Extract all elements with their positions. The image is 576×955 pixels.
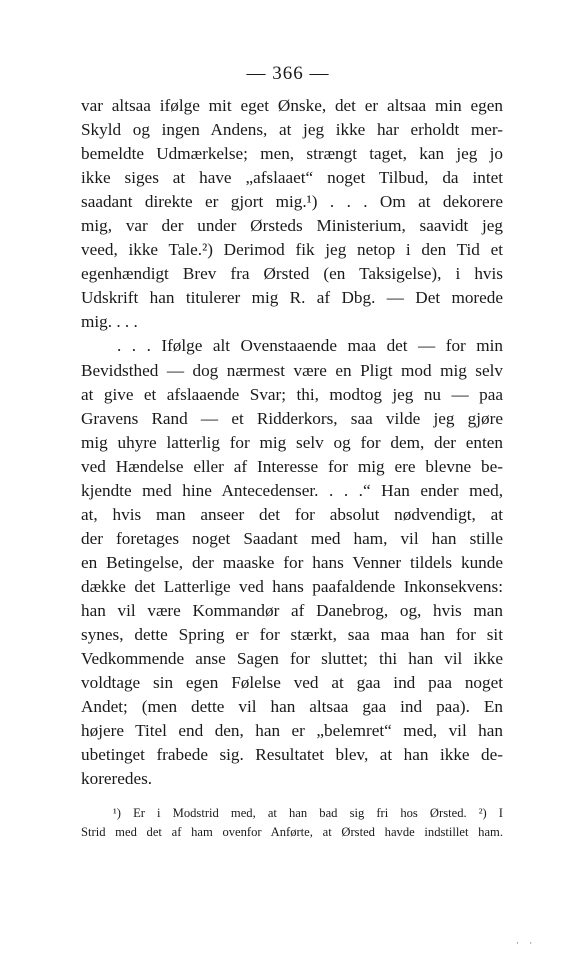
footnote-line: ¹) Er i Modstrid med, at han bad sig fri hos Ørsted. ²) I (113, 806, 503, 820)
body-text (81, 94, 503, 791)
text-line: veed, ikke Tale.²) Derimod fik jeg netop i den Tid et (81, 240, 503, 260)
text-line: mig, var der under Ørsteds Ministerium, saavidt jeg (81, 216, 503, 236)
text-line: saadant direkte er gjort mig.¹) . . . Om at dekorere (81, 192, 503, 212)
text-line: der foretages noget Saadant med ham, vil han stille (81, 528, 503, 548)
text-line: Gravens Rand — et Ridderkors, saa vilde jeg gjøre (81, 408, 503, 428)
text-line: Udskrift han titulerer mig R. af Dbg. — Det morede (81, 288, 503, 308)
text-line: Bevidsthed — dog nærmest være en Pligt mod mig selv (81, 360, 503, 380)
text-line: at give et afslaaende Svar; thi, modtog jeg nu — paa (81, 384, 503, 404)
footnote-line: Strid med det af ham ovenfor Anførte, at Ørsted havde indstillet ham. (81, 825, 503, 839)
text-line: ved Hændelse eller af Interesse for mig ere blevne be- (81, 456, 503, 476)
text-line: voldtage sin egen Følelse ved at gaa ind paa noget (81, 673, 503, 693)
text-line: bemeldte Udmærkelse; men, strængt taget, kan jeg jo (81, 144, 503, 164)
text-line: kjendte med hine Antecedenser. . . .“ Han ender med, (81, 480, 503, 500)
text-line: Andet; (men dette vil han altsaa gaa ind paa). En (81, 697, 503, 717)
page-number: — 366 — (246, 63, 330, 84)
text-line: ubetinget frabede sig. Resultatet blev, at han ikke de- (81, 745, 503, 765)
text-line: . . . Ifølge alt Ovenstaaende maa det — for min (117, 336, 503, 356)
text-line: mig uhyre latterlig for mig selv og for dem, der enten (81, 432, 503, 452)
text-line: Vedkommende anse Sagen for sluttet; thi han vil ikke (81, 649, 503, 669)
text-line: at, hvis man anseer det for absolut nødvendigt, at (81, 504, 503, 524)
text-line: koreredes. (81, 769, 153, 789)
text-line: var altsaa ifølge mit eget Ønske, det er altsaa min egen (81, 96, 503, 115)
text-line: dække det Latterlige ved hans paafaldende Inkonsekvens: (81, 576, 503, 596)
text-line: højere Titel end den, han er „belemret“ med, vil han (81, 721, 503, 741)
text-line: mig. . . . (81, 312, 138, 332)
text-line: synes, dette Spring er for stærkt, saa maa han for sit (81, 625, 503, 645)
footnotes (81, 804, 503, 842)
text-line: egenhændigt Brev fra Ørsted (en Taksigelse), i hvis (81, 264, 503, 284)
page-corner-marks: · · (516, 938, 537, 948)
text-line: han vil være Kommandør af Danebrog, og, hvis man (81, 600, 503, 620)
text-line: Skyld og ingen Andens, at jeg ikke har erholdt mer- (81, 120, 503, 140)
text-line: ikke siges at have „afslaaet“ noget Tilbud, da intet (81, 168, 503, 188)
text-line: en Betingelse, der maaske for hans Venner tildels kunde (81, 552, 503, 572)
